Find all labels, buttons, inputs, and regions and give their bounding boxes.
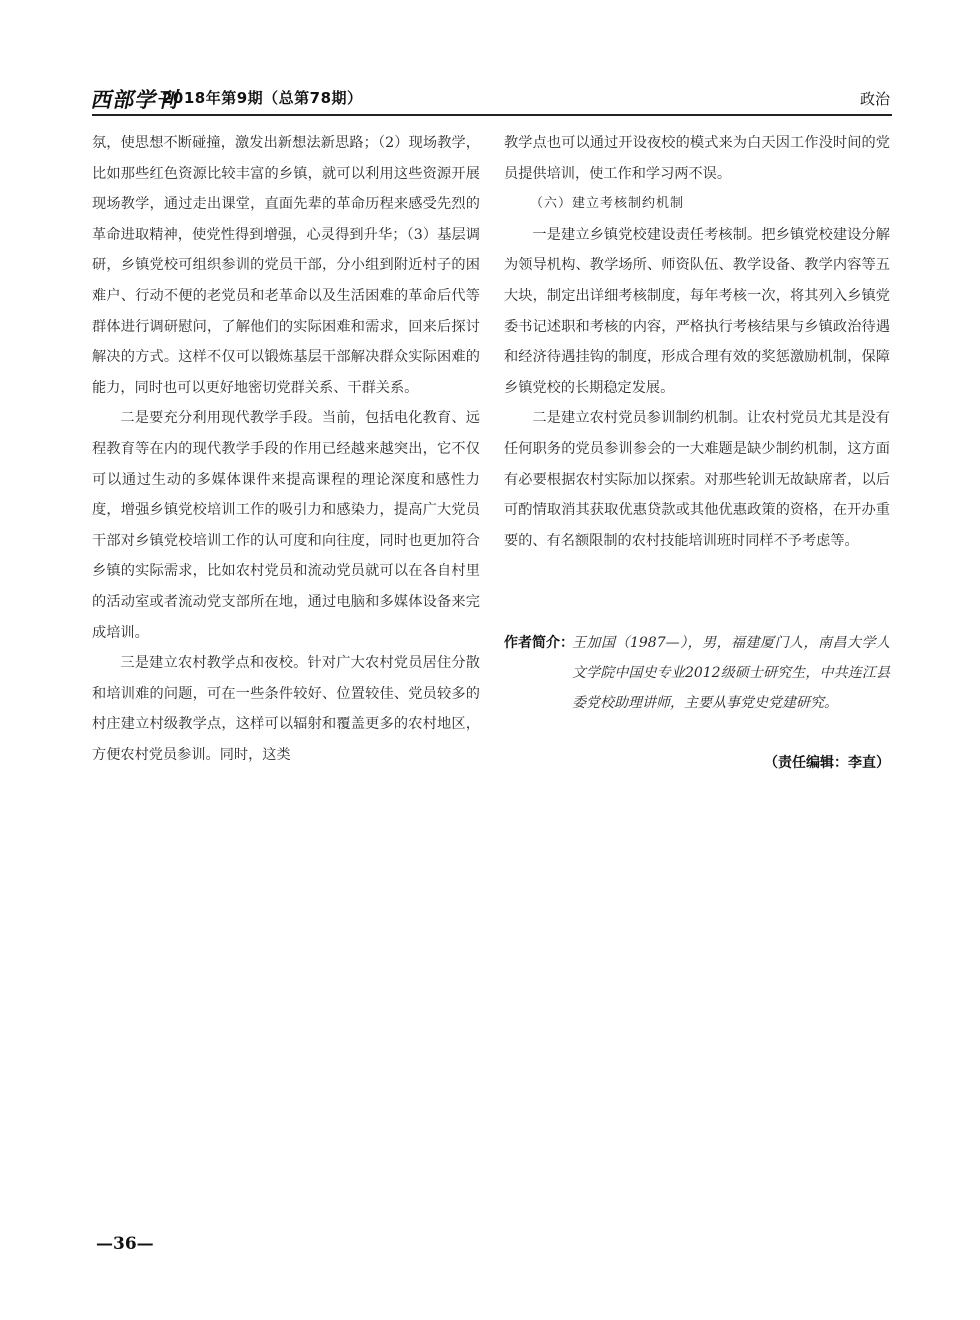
body-paragraph: 教学点也可以通过开设夜校的模式来为白天因工作没时间的党员提供培训，使工作和学习两不误。 [504, 135, 890, 182]
author-bio: 王加国（1987—），男，福建厦门人，南昌大学人文学院中国史专业2012级硕士研究生，中共连江县委党校助理讲师，主要从事党史党建研究。 [572, 635, 890, 711]
body-paragraph: 二是建立农村党员参训制约机制。让农村党员尤其是没有任何职务的党员参训参会的一大难题是缺少制约机制，这方面有必要根据农村实际加以探索。对那些轮训无故缺席者，以后可酌情取消其获取优惠贷款或其他优惠政策的资格，在开办重要的、有名额限制的农村技能培训班时同样不予考虑等。 [504, 410, 890, 549]
body-paragraph: 氛，使思想不断碰撞，激发出新想法新思路；（2）现场教学，比如那些红色资源比较丰富的乡镇，就可以利用这些资源开展现场教学，通过走出课堂，直面先辈的革命历程来感受先烈的革命进取精神，使党性得到增强，心灵得到升华；（3）基层调研，乡镇党校可组织参训的党员干部，分小组到附近村子的困难户、行动不便的老党员和老革命以及生活困难的革命后代等群体进行调研慰问，了解他们的实际困难和需求，回来后探讨解决的方式。这样不仅可以锻炼基层干部解决群众实际困难的能力，同时也可以更好地密切党群关系、干群关系。 [92, 135, 480, 396]
author-note [504, 628, 890, 771]
body-paragraph: 二是要充分利用现代教学手段。当前，包括电化教育、远程教育等在内的现代教学手段的作用已经越来越突出，它不仅可以通过生动的多媒体课件来提高课程的理论深度和感性力度，增强乡镇党校培训工作的吸引力和感染力，提高广大党员干部对乡镇党校培训工作的认可度和向往度，同时也更加符合乡镇的实际需求，比如农村党员和流动党员就可以在各自村里的活动室或者流动党支部所在地，通过电脑和多媒体设备来完成培训。 [92, 410, 480, 641]
section-subheading: （六）建立考核制约机制 [530, 196, 685, 212]
author-label: 作者简介： [504, 635, 574, 651]
journal-logo: 西部学刊 [89, 87, 183, 112]
header-rule [92, 114, 892, 116]
issue-info: 2018年第9期（总第78期） [162, 89, 363, 107]
page-number: —36— [96, 1234, 154, 1254]
page-header [89, 84, 890, 114]
section-name: 政治 [859, 90, 890, 108]
responsible-editor: （责任编辑：李直） [764, 755, 890, 771]
body-paragraph: 一是建立乡镇党校建设责任考核制。把乡镇党校建设分解为领导机构、教学场所、师资队伍、教学设备、教学内容等五大块，制定出详细考核制度，每年考核一次，将其列入乡镇党委书记述职和考核的内容，严格执行考核结果与乡镇政治待遇和经济待遇挂钩的制度，形成合理有效的奖惩激励机制，保障乡镇党校的长期稳定发展。 [504, 226, 890, 396]
body-paragraph: 三是建立农村教学点和夜校。针对广大农村党员居住分散和培训难的问题，可在一些条件较好、位置较佳、党员较多的村庄建立村级教学点，这样可以辐射和覆盖更多的农村地区，方便农村党员参训。同时，这类 [92, 655, 480, 763]
right-column [504, 128, 890, 556]
left-column [92, 128, 480, 770]
